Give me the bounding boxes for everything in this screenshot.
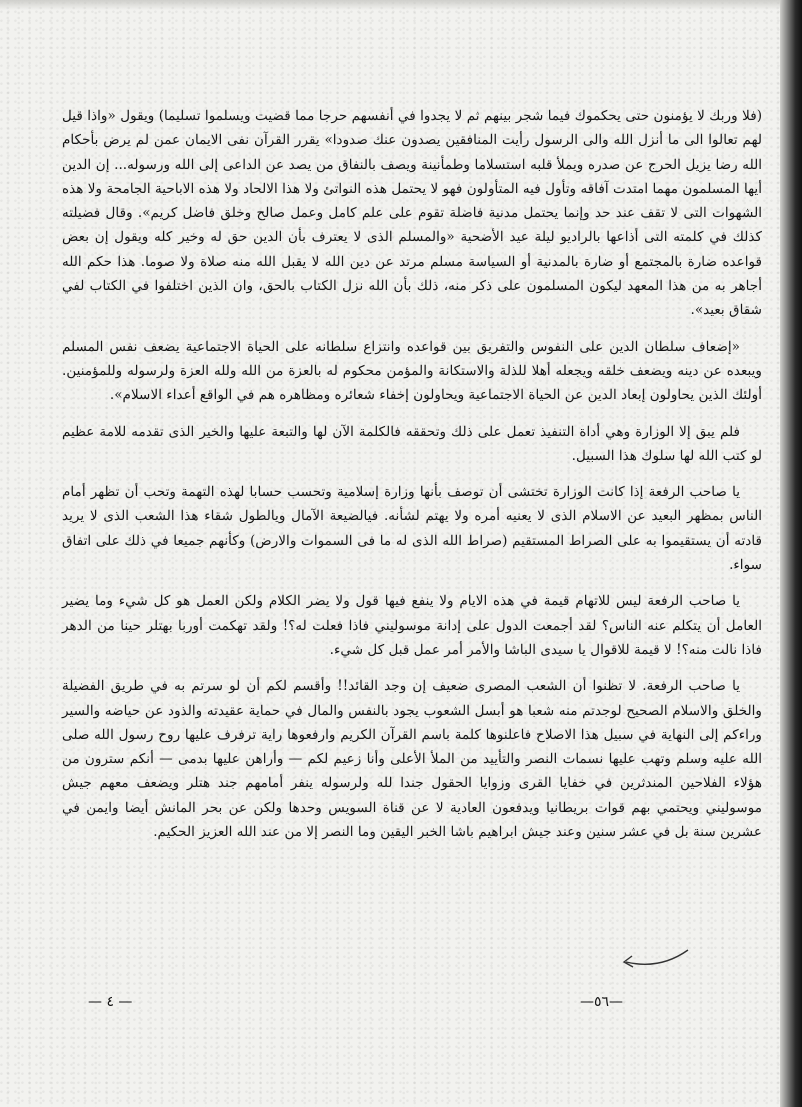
paragraph-2-quote: «إضعاف سلطان الدين على النفوس والتفريق بين قواعده وانتزاع سلطانه على الحياة الاجتماعية يضعف نفس المسلم ويبعده عن دينه ويضعف خلقه ويجعله أهلا للذلة والاستكانة والمؤمن محكوم له بالعزة من الله ولله العزة ولرسوله وللمؤمنين. أولئك الذين يحاولون إبعاد الدين عن الحياة الاجتماعية ويحاولون إخفاء شعائره ومظاهره هم في الواقع أعداء الاسلام». <box>62 338 762 404</box>
scan-edge-top <box>0 0 802 10</box>
paragraph-5: يا صاحب الرفعة ليس للاتهام قيمة في هذه الايام ولا ينفع فيها قول ولا يضر الكلام ولكن العمل هو كل شيء وما يضير العامل أن يتكلم عنه الناس؟ لقد أجمعت الدول على إدانة موسوليني فاذا فعلت له؟! ولقد تهكمت أوربا بهتلر حينا من الدهر فاذا نالت منه؟! لا قيمة للاقوال يا سيدى الباشا والأمر أمر عمل قبل كل شيء. <box>62 593 762 658</box>
handwritten-arrow-mark <box>620 940 690 980</box>
scan-edge-right <box>780 0 802 1107</box>
body-text <box>62 104 762 844</box>
paragraph-4: يا صاحب الرفعة إذا كانت الوزارة تختشى أن توصف بأنها وزارة إسلامية وتحسب حسابا لهذه التهمة وتحب أن تظهر أمام الناس بمظهر البعيد عن الاسلام الذى لا يعنيه أمره ولا يهتم لشأنه. فيالضيعة الآمال ويالطول شقاء هذا الشعب الذى لا يريد قادته أن يستقيموا به على الصراط المستقيم (صراط الله الذى له ما فى السموات والارض) وكأنهم جميعا في ذلك على اتفاق سواء. <box>62 484 762 574</box>
page-number-right: —٥٦— <box>580 994 624 1010</box>
page-number-left: — ٤ — <box>88 994 133 1010</box>
paragraph-6: يا صاحب الرفعة. لا تظنوا أن الشعب المصرى ضعيف إن وجد القائد!! وأقسم لكم أن لو سرتم به في طريق الفضيلة والخلق والاسلام الصحيح لوجدتم منه شعبا هو أبسل الشعوب يجود بالنفس والمال في حماية عقيدته والذود عن حياضه والسير وراءكم إلى النهاية في سبيل هذا الاصلاح فاعلنوها كلمة باسم القرآن الكريم وارفعوها راية ترفرف عليها روح رسول الله صلى الله عليه وسلم وتهب عليها نسمات النصر والتأييد من الملأ الأعلى وأنا زعيم لكم — وأراهن عليها بدمى — أنكم سترون من هؤلاء الفلاحين المندثرين في خفايا القرى وزوايا الحقول جندا لله ولرسوله ينفر أمامهم جند هتلر ويضعف معهم جيش موسوليني ويحتمي بهم قوات بريطانيا ويدفعون العادية لا عن قناة السويس وحدها ولكن عن بحر المانش أيضا وايمن في عشرين سنة بل في عشر سنين وعند جيش ابراهيم باشا الخبر اليقين وما النصر إلا من عند الله العزيز الحكيم. <box>62 678 762 841</box>
page-footer <box>60 994 760 1024</box>
paragraph-1: (فلا وربك لا يؤمنون حتى يحكموك فيما شجر بينهم ثم لا يجدوا في أنفسهم حرجا مما قضيت ويسلموا تسليما) ويقول «واذا قيل لهم تعالوا الى ما أنزل الله والى الرسول رأيت المنافقين يصدون عنك صدودا» يقرر القرآن نفى الايمان عمن لم يرض بأحكام الله رضا يزيل الحرج عن صدره ويملأ قلبه استسلاما وطمأنينة ويصف بالنفاق من يصد عن الداعى إلى الله ورسوله... إن الدين أيها المسلمون مهما امتدت آفاقه وتأول فيه المتأولون فهو لا يحتمل هذه النواتئ ولا هذا الالحاد ولا هذه الاباحية الجامحة ولا هذه الشهوات التى لا تقف عند حد وإنما يحتمل مدنية فاضلة تقوم على علم كامل وعمل صالح وخلق فاضل كريم». وقال فضيلته كذلك في كلمته التى أذاعها بالراديو ليلة عيد الأضحية «والمسلم الذى لا يعترف بأن الدين حق له وخير كله ويقول إن بعض قواعده ضارة بالمجتمع أو ضارة بالمدنية أو السياسة مسلم مرتد عن دين الله لا يقبل الله منه صلاة ولا صوما. هذا حكم الله أجاهر به من هذا المعهد ليكون المسلمون على ذكر منه، ذلك بأن الله نزل الكتاب بالحق، وان الذين اختلفوا في الكتاب لفي شقاق بعيد». <box>62 108 762 319</box>
paragraph-3: فلم يبق إلا الوزارة وهي أداة التنفيذ تعمل على ذلك وتحققه فالكلمة الآن لها والتبعة عليها والخير الذى تقدمه للامة عظيم لو كتب الله لها سلوك هذا السبيل. <box>62 423 762 464</box>
